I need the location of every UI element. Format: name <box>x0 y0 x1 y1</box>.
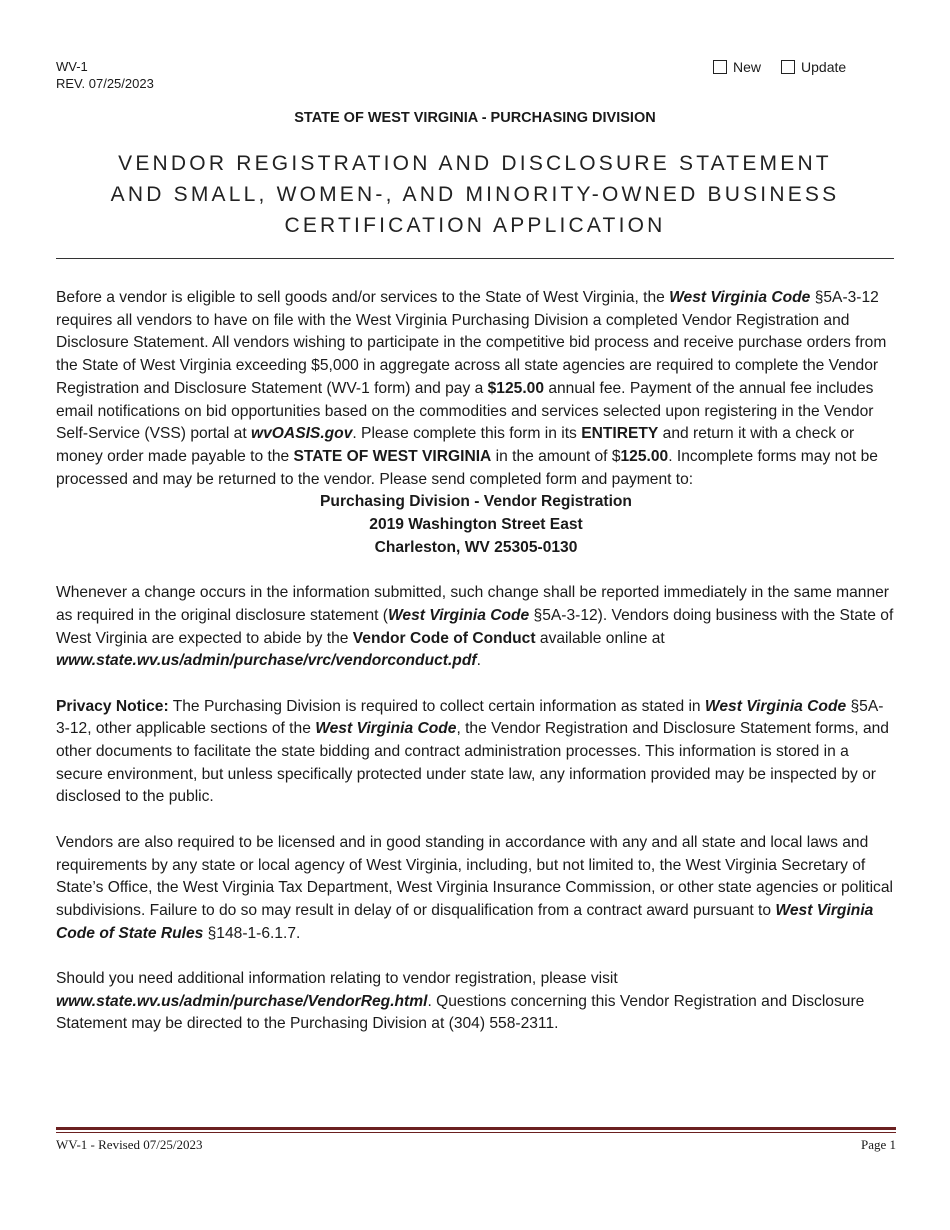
intro-text: . Please complete this form in its <box>352 425 582 443</box>
vendor-conduct-link[interactable]: www.state.wv.us/admin/purchase/vrc/vendorconduct.pdf <box>56 652 477 670</box>
change-code-ref: West Virginia Code <box>387 606 530 624</box>
privacy-text: , the Vendor Registration and Disclosure Statement forms, and other documents to facilitate the state bidding and contract administration processes. This information is stored in a secure environment, but unless specifically protected under state law, any information provided may be inspected by or disclosed to the public. <box>56 720 889 806</box>
vendor-registration-link[interactable]: www.state.wv.us/admin/purchase/VendorReg.html <box>56 992 428 1010</box>
intro-text: §5A-3-12 requires all vendors to have on file with the West Virginia Purchasing Division a completed Vendor Registration and Disclosure Statement. All vendors wishing to participate in the competitive bid process and receive purchase orders from the State of West Virginia exceeding $5,000 in aggregate across all state agencies are required to complete the Vendor Registration and Disclosure Statement (WV-1 form) and pay a <box>56 289 887 397</box>
intro-entirety: ENTIRETY <box>581 425 659 443</box>
title-line-3: CERTIFICATION APPLICATION <box>284 214 666 237</box>
change-text: Whenever a change occurs in the information submitted, such change shall be reported immediately in the same manner as required in the original disclosure statement ( <box>56 584 889 624</box>
intro-fee: $125.00 <box>487 379 544 397</box>
title-line-1: VENDOR REGISTRATION AND DISCLOSURE STATEMENT <box>118 152 832 175</box>
privacy-paragraph <box>56 696 896 810</box>
address-line-2: 2019 Washington Street East <box>369 516 583 534</box>
intro-text: . Incomplete forms may not be processed and may be returned to the vendor. Please send completed form and payment to: <box>56 447 878 488</box>
update-checkbox[interactable] <box>781 59 846 75</box>
address-line-1: Purchasing Division - Vendor Registration <box>320 493 632 511</box>
mailing-address <box>56 491 896 559</box>
privacy-text: The Purchasing Division is required to collect certain information as stated in <box>168 697 705 715</box>
privacy-label: Privacy Notice: <box>56 697 169 715</box>
change-text: . <box>476 652 481 670</box>
form-code: WV-1 <box>56 59 88 74</box>
document-title <box>0 148 950 241</box>
vendor-code-of-conduct: Vendor Code of Conduct <box>352 629 536 647</box>
intro-payee: STATE OF WEST VIRGINIA <box>293 447 492 465</box>
intro-text: in the amount of $ <box>491 447 621 465</box>
header-divider <box>56 258 894 259</box>
form-identifier <box>56 58 154 92</box>
intro-text: and return it with a check or money order made payable to the <box>56 425 855 465</box>
title-line-2: AND SMALL, WOMEN-, AND MINORITY-OWNED BUSINESS <box>110 183 840 206</box>
state-rules-ref: West Virginia Code of State Rules <box>56 901 874 942</box>
intro-portal-link[interactable]: wvOASIS.gov <box>251 425 353 443</box>
privacy-code-ref: West Virginia Code <box>315 720 457 738</box>
change-text: §5A-3-12). Vendors doing business with the State of West Virginia are expected to abide by the <box>56 606 894 647</box>
privacy-text: §5A-3-12, other applicable sections of the <box>56 697 884 738</box>
document-body <box>56 287 896 1059</box>
contact-paragraph <box>56 968 896 1036</box>
update-checkbox-label: Update <box>801 59 847 75</box>
licensing-text: §148-1-6.1.7. <box>203 924 301 942</box>
new-checkbox-label: New <box>733 59 762 75</box>
intro-amount: 125.00 <box>620 447 669 465</box>
registration-type-options <box>713 59 846 75</box>
contact-text: Should you need additional information relating to vendor registration, please visit <box>56 970 618 988</box>
footer-revision: WV-1 - Revised 07/25/2023 <box>56 1137 203 1152</box>
intro-paragraph <box>56 287 896 491</box>
footer-divider-thin <box>56 1132 896 1133</box>
update-checkbox-box[interactable] <box>781 60 795 74</box>
licensing-paragraph <box>56 832 896 946</box>
privacy-code-ref: West Virginia Code <box>704 697 847 715</box>
new-checkbox-box[interactable] <box>713 60 727 74</box>
intro-text: annual fee. Payment of the annual fee includes email notifications on bid opportunities based on the commodities and services selected upon registering in the Vendor Self-Service (VSS) portal at <box>56 379 874 443</box>
intro-code-ref: West Virginia Code <box>669 289 811 306</box>
page-number: Page 1 <box>860 1137 896 1152</box>
page-footer <box>56 1137 896 1153</box>
new-checkbox[interactable] <box>713 59 761 75</box>
intro-text: Before a vendor is eligible to sell goods and/or services to the State of West Virginia, the <box>56 289 670 306</box>
footer-divider-thick <box>56 1127 896 1130</box>
revision-date: REV. 07/25/2023 <box>56 76 154 91</box>
change-text: available online at <box>535 629 665 647</box>
licensing-text: Vendors are also required to be licensed and in good standing in accordance with any and all state and local laws and requirements by any state or local agency of West Virginia, including, but not limited to, the West Virginia Secretary of State’s Office, the West Virginia Tax Department, West Virginia Insurance Commission, or other state agencies or political subdivisions. Failure to do so may result in delay of or disqualification from a contract award pursuant to <box>56 833 893 919</box>
contact-text: . Questions concerning this Vendor Registration and Disclosure Statement may be directed to the Purchasing Division at (304) 558-2311. <box>56 992 865 1033</box>
address-line-3: Charleston, WV 25305-0130 <box>374 538 578 556</box>
agency-heading: STATE OF WEST VIRGINIA - PURCHASING DIVISION <box>294 110 656 126</box>
change-paragraph <box>56 582 896 673</box>
